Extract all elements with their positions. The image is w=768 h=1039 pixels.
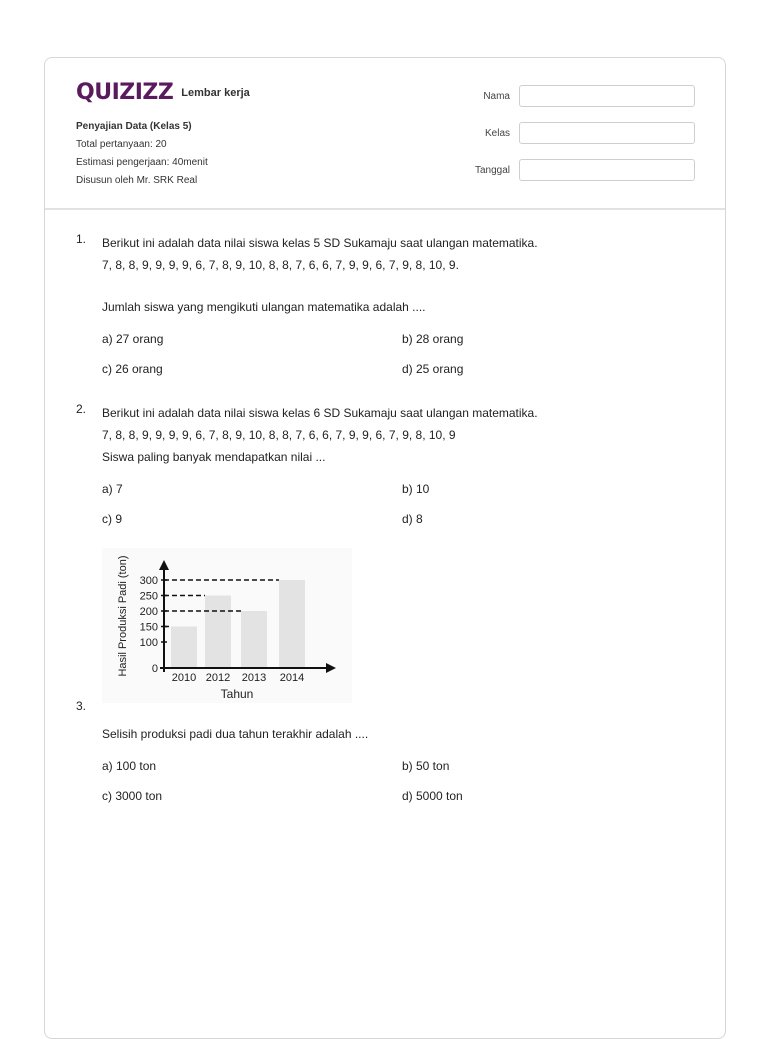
question-line: 7, 8, 8, 9, 9, 9, 9, 6, 7, 8, 9, 10, 8, 8, 7, 6, 6, 7, 9, 9, 6, 7, 9, 8, 10, 9 (102, 428, 456, 442)
name-label: Nama (483, 90, 510, 102)
worksheet-header (45, 58, 725, 210)
question-prompt: Jumlah siswa yang mengikuti ulangan matematika adalah .... (102, 300, 426, 314)
question-number: 1. (76, 232, 87, 246)
bar (241, 611, 267, 668)
question-text (102, 402, 696, 468)
y-tick-label: 100 (139, 637, 158, 649)
option-a[interactable]: a) 7 (102, 482, 123, 496)
bar (205, 596, 231, 669)
option-c[interactable]: c) 26 orang (102, 362, 163, 376)
option-d[interactable]: d) 8 (402, 512, 423, 526)
bar (279, 580, 305, 668)
name-field[interactable] (519, 85, 695, 107)
time-estimate: Estimasi pengerjaan: 40menit (76, 157, 208, 168)
option-c[interactable]: c) 9 (102, 512, 123, 526)
option-d[interactable]: d) 5000 ton (402, 789, 463, 803)
question-1 (76, 232, 696, 380)
bar-chart (102, 548, 352, 703)
chart-svg (102, 548, 352, 703)
y-tick-label: 150 (139, 621, 158, 634)
answer-options (102, 478, 696, 530)
y-axis-label: Hasil Produksi Padi (ton) (117, 555, 129, 677)
answer-options (102, 755, 696, 807)
x-axis-label: Tahun (220, 687, 254, 701)
question-number: 3. (76, 699, 87, 713)
option-d[interactable]: d) 25 orang (402, 362, 464, 376)
x-tick-label: 2013 (241, 672, 267, 684)
worksheet-meta (76, 118, 208, 190)
option-b[interactable]: b) 10 (402, 482, 430, 496)
question-count: Total pertanyaan: 20 (76, 139, 167, 150)
option-a[interactable]: a) 100 ton (102, 759, 157, 773)
question-line: Siswa paling banyak mendapatkan nilai ... (102, 450, 326, 464)
class-field-row (475, 122, 695, 144)
worksheet (44, 57, 726, 1039)
questions (76, 232, 696, 807)
option-b[interactable]: b) 28 orang (402, 332, 464, 346)
question-2 (76, 402, 696, 530)
question-prompt: Selisih produksi padi dua tahun terakhir adalah .... (102, 727, 369, 741)
class-field[interactable] (519, 122, 695, 144)
y-tick-label: 0 (151, 663, 158, 675)
brand (76, 80, 250, 105)
question-number: 2. (76, 402, 87, 416)
answer-options (102, 328, 696, 380)
question-3 (76, 548, 696, 807)
x-tick-label: 2012 (205, 672, 231, 684)
worksheet-label: Lembar kerja (181, 86, 250, 99)
x-tick-label: 2014 (279, 672, 305, 684)
x-tick-label: 2010 (171, 672, 197, 684)
date-label: Tanggal (474, 164, 510, 176)
class-label: Kelas (484, 127, 510, 139)
question-line: Berikut ini adalah data nilai siswa kelas 6 SD Sukamaju saat ulangan matematika. (102, 406, 538, 420)
question-line: Berikut ini adalah data nilai siswa kelas 5 SD Sukamaju saat ulangan matematika. (102, 236, 538, 250)
option-c[interactable]: c) 3000 ton (102, 789, 163, 803)
bar (171, 627, 197, 669)
question-line: 7, 8, 8, 9, 9, 9, 9, 6, 7, 8, 9, 10, 8, 8, 7, 6, 6, 7, 9, 9, 6, 7, 9, 8, 10, 9. (102, 258, 459, 272)
author: Disusun oleh Mr. SRK Real (76, 175, 198, 186)
quizizz-logo: QUIZIZZ (76, 80, 174, 105)
name-field-row (475, 85, 695, 107)
option-b[interactable]: b) 50 ton (402, 759, 450, 773)
y-tick-label: 200 (139, 606, 158, 618)
student-fields (475, 85, 695, 196)
date-field[interactable] (519, 159, 695, 181)
question-text (102, 723, 696, 745)
y-tick-label: 250 (139, 590, 158, 603)
worksheet-title: Penyajian Data (Kelas 5) (76, 121, 192, 132)
option-a[interactable]: a) 27 orang (102, 332, 164, 346)
question-text (102, 232, 696, 318)
date-field-row (475, 159, 695, 181)
y-tick-label: 300 (139, 575, 158, 587)
